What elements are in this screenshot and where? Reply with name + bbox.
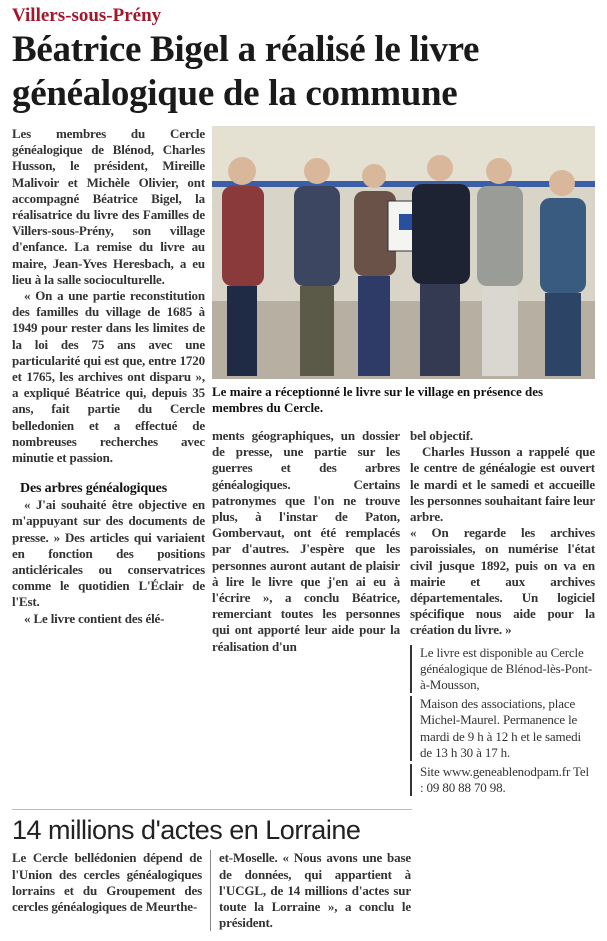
column-divider <box>210 850 211 931</box>
paragraph: Le Cercle bellédonien dépend de l'Union des cercles généalogiques lorrains et du Groupement des cercles généalogiques de Meurthe- <box>12 850 202 915</box>
paragraph: « On regarde les archives paroissiales, on numérise l'état civil jusque 1892, puis on va en mairie et aux archives départementales. Un logiciel spécifique nous aide pour la création du livre. » <box>410 525 595 638</box>
column-1 <box>12 126 205 627</box>
box-column-1 <box>12 850 202 931</box>
headline: Béatrice Bigel a réalisé le livre généalogique de la commune <box>12 29 480 114</box>
paragraph: ments géographiques, un dossier de presse, une partie sur les guerres et des arbres généalogiques. Certains patronymes que l'on ne trouve plus, à l'instar de Paton, Gombervaut, ont été remplacés par d'autres. J'espère que les personnes auront autant de plaisir à lire le livre que j'en ai eu à l'écrire », a conclu Béatrice, remerciant toutes les personnes qui ont apporté leur aide pour la réalisation d'un <box>212 428 400 654</box>
article-body <box>12 126 597 799</box>
divider <box>12 809 412 810</box>
paragraph: Charles Husson a rappelé que le centre de généalogie est ouvert le mardi et le samedi et accueille les personnes souhaitant faire leur arbre. <box>410 444 595 525</box>
photo-caption: Le maire a réceptionné le livre sur le village en présence des membres du Cercle. <box>212 384 544 415</box>
box-title: 14 millions d'actes en Lorraine <box>12 815 361 846</box>
practical-info <box>410 645 595 797</box>
info-hours: Maison des associations, place Michel-Maurel. Permanence le mardi de 9 h à 12 h et le samedi de 13 h 30 à 17 h. <box>410 696 595 761</box>
box-body <box>12 850 412 931</box>
info-availability: Le livre est disponible au Cercle généalogique de Blénod-lès-Pont-à-Mousson, <box>410 645 595 694</box>
paragraph: « On a une partie reconstitution des familles du village de 1685 à 1949 pour rester dans les limites de la loi des 75 ans avec une particularité qui est que, entre 1720 et 1765, les archives ont disparu », a expliqué Béatrice qui, depuis 35 ans, fait partie du Cercle belledonien et a effectué de nombreuses recherches avec minutie et passion. <box>12 288 205 466</box>
article-photo <box>212 126 595 379</box>
right-area <box>212 126 595 799</box>
column-2 <box>212 428 400 799</box>
paragraph: Les membres du Cercle généalogique de Blénod, Charles Husson, le président, Mireille Malivoir et Michèle Olivier, ont accompagné Béatrice Bigel, la réalisatrice du livre des Familles de Villers-sous-Prény, son village d'enfance. La remise du livre au maire, Jean-Yves Heresbach, a eu lieu à la salle socioculturelle. <box>12 126 205 287</box>
kicker: Villers-sous-Prény <box>12 5 162 26</box>
info-contact: Site www.geneablenodpam.fr Tel : 09 80 88 70 98. <box>410 764 595 796</box>
paragraph: « Le livre contient des élé- <box>24 610 165 626</box>
box-column-2 <box>219 850 411 931</box>
lower-columns <box>212 428 595 799</box>
group-photo <box>212 126 595 379</box>
paragraph: « J'ai souhaité être objective en m'appuyant sur des documents de presse. » Des articles qui variaient en fonction des positions anticléricales ou conservatrices comme le quotidien L'Éclair de l'Est. <box>12 497 205 610</box>
paragraph: et-Moselle. « Nous avons une base de données, qui appartient à l'UCGL, de 14 millions d'actes sur toute la Lorraine », a conclu le président. <box>219 850 411 931</box>
subheading: Des arbres généalogiques <box>20 481 168 497</box>
column-3 <box>410 428 595 799</box>
paragraph: bel objectif. <box>410 428 474 443</box>
